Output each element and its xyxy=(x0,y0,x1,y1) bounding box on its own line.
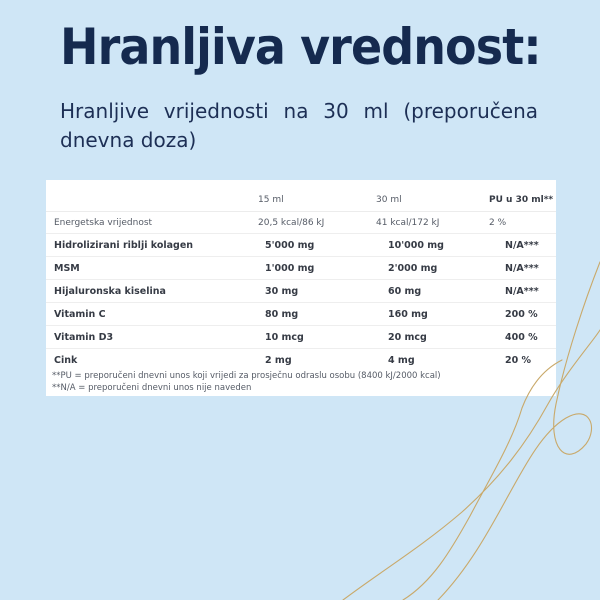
table-cell: 20 % xyxy=(489,349,556,372)
energy-row xyxy=(46,212,556,234)
header-cell: PU u 30 ml** xyxy=(489,189,556,212)
page-subtitle: Hranljive vrijednosti na 30 ml (preporučena dnevna doza) xyxy=(60,99,538,152)
table-cell: 2 % xyxy=(489,217,507,228)
table-row xyxy=(46,326,556,349)
table-row xyxy=(46,280,556,303)
table-cell: Vitamin D3 xyxy=(46,326,258,349)
table-row xyxy=(46,349,556,372)
table-cell: 80 mg xyxy=(258,303,376,326)
table-cell: N/A*** xyxy=(489,280,556,303)
table-cell: 10 mcg xyxy=(258,326,376,349)
table-cell: 200 % xyxy=(489,303,556,326)
table-cell: MSM xyxy=(46,257,258,280)
table-row xyxy=(46,257,556,280)
nutrition-card xyxy=(46,180,556,396)
table-cell: 5'000 mg xyxy=(258,234,376,257)
table-cell: 1'000 mg xyxy=(258,257,376,280)
footnote: **N/A = preporučeni dnevni unos nije naveden xyxy=(52,383,252,393)
table-cell: 10'000 mg xyxy=(376,234,489,257)
footnotes xyxy=(52,370,441,394)
table-row xyxy=(46,234,556,257)
table-cell: N/A*** xyxy=(489,234,556,257)
table-cell: Cink xyxy=(46,349,258,372)
decorative-curve xyxy=(403,360,562,600)
table-cell: 30 mg xyxy=(258,280,376,303)
page-title: Hranljiva vrednost: xyxy=(60,18,541,76)
table-cell: Hidrolizirani riblji kolagen xyxy=(46,234,258,257)
table-cell: 400 % xyxy=(489,326,556,349)
table-cell: 20,5 kcal/86 kJ xyxy=(258,217,325,228)
table-cell: N/A*** xyxy=(489,257,556,280)
table-cell: 20 mcg xyxy=(376,326,489,349)
table-row xyxy=(46,303,556,326)
table-cell: Energetska vrijednost xyxy=(54,217,153,228)
table-cell: 2 mg xyxy=(258,349,376,372)
table-header-row xyxy=(46,189,556,212)
nutrition-table xyxy=(46,189,556,371)
table-cell: Vitamin C xyxy=(46,303,258,326)
table-cell: 41 kcal/172 kJ xyxy=(376,217,440,228)
table-cell: 60 mg xyxy=(376,280,489,303)
header-cell: 15 ml xyxy=(258,189,376,212)
header-cell xyxy=(46,189,258,212)
table-cell: 4 mg xyxy=(376,349,489,372)
table-cell: Hijaluronska kiselina xyxy=(46,280,258,303)
table-cell: 160 mg xyxy=(376,303,489,326)
table-cell: 2'000 mg xyxy=(376,257,489,280)
footnote: **PU = preporučeni dnevni unos koji vrijedi za prosječnu odraslu osobu (8400 kJ/2000 kcal) xyxy=(52,371,441,381)
header-cell: 30 ml xyxy=(376,189,489,212)
